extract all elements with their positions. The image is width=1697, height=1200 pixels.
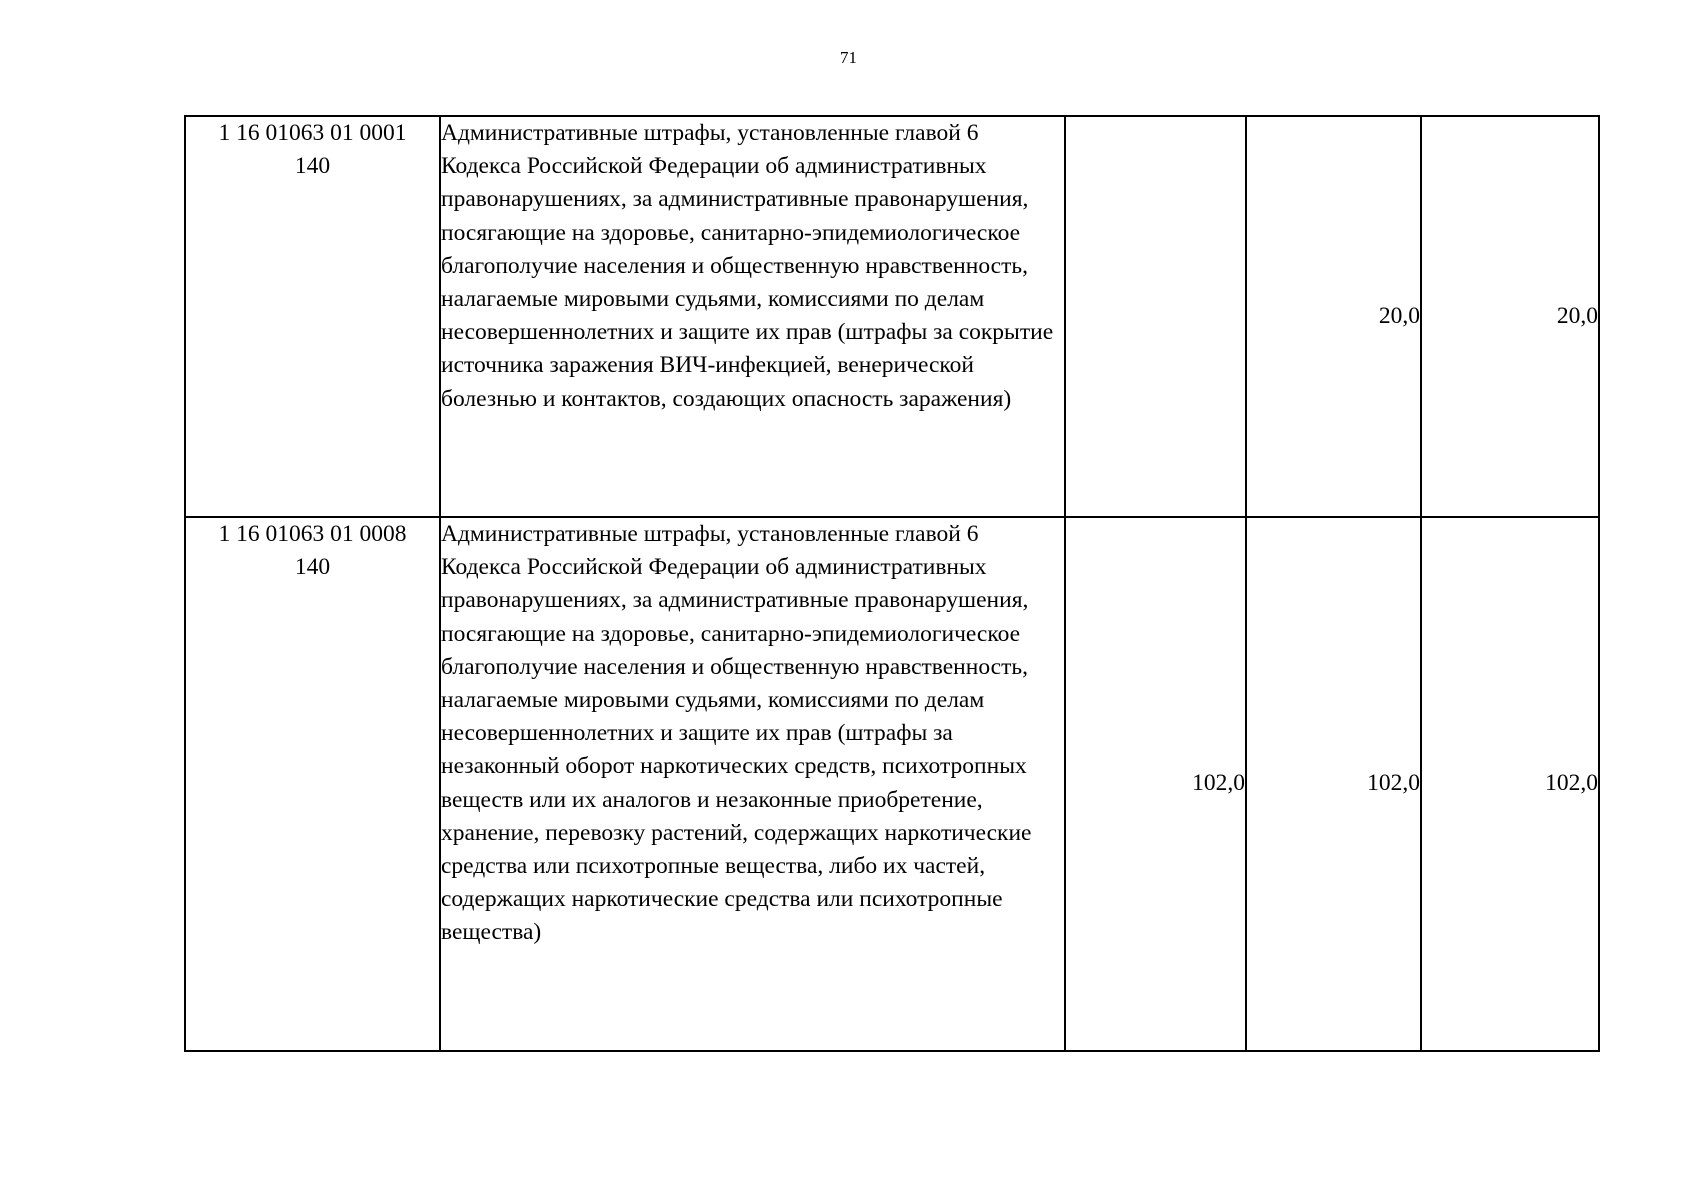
classification-code: 1 16 01063 01 0008 (218, 521, 407, 547)
classification-code-suffix: 140 (294, 554, 331, 581)
classification-code-cell (185, 517, 440, 1051)
page-number: 71 (840, 48, 857, 67)
classification-code-suffix: 140 (294, 153, 331, 180)
budget-table (184, 115, 1600, 1052)
classification-code-cell (185, 116, 440, 517)
table-row (185, 116, 1599, 517)
amount-cell-1 (1065, 116, 1246, 517)
amount-cell-2: 102,0 (1246, 517, 1421, 1051)
amount-cell-3: 102,0 (1421, 517, 1599, 1051)
table-row (185, 517, 1599, 1051)
description-cell: Административные штрафы, установленные главой 6 Кодекса Российской Федерации об административных правонарушениях, за административные правонарушения, посягающие на здоровье, санитарно-эпидемиологическое благополучие населения и общественную нравственность, налагаемые мировыми судьями, комиссиями по делам несовершеннолетних и защите их прав (штрафы за незаконный оборот наркотических средств, психотропных веществ или их аналогов и незаконные приобретение, хранение, перевозку растений, содержащих наркотические средства или психотропные вещества, либо их частей, содержащих наркотические средства или психотропные вещества) (440, 517, 1065, 1051)
amount-cell-2: 20,0 (1246, 116, 1421, 517)
amount-cell-3: 20,0 (1421, 116, 1599, 517)
amount-cell-1: 102,0 (1065, 517, 1246, 1051)
description-cell: Административные штрафы, установленные главой 6 Кодекса Российской Федерации об административных правонарушениях, за административные правонарушения, посягающие на здоровье, санитарно-эпидемиологическое благополучие населения и общественную нравственность, налагаемые мировыми судьями, комиссиями по делам несовершеннолетних и защите их прав (штрафы за сокрытие источника заражения ВИЧ-инфекцией, венерической болезнью и контактов, создающих опасность заражения) (440, 116, 1065, 517)
classification-code: 1 16 01063 01 0001 (218, 120, 407, 146)
